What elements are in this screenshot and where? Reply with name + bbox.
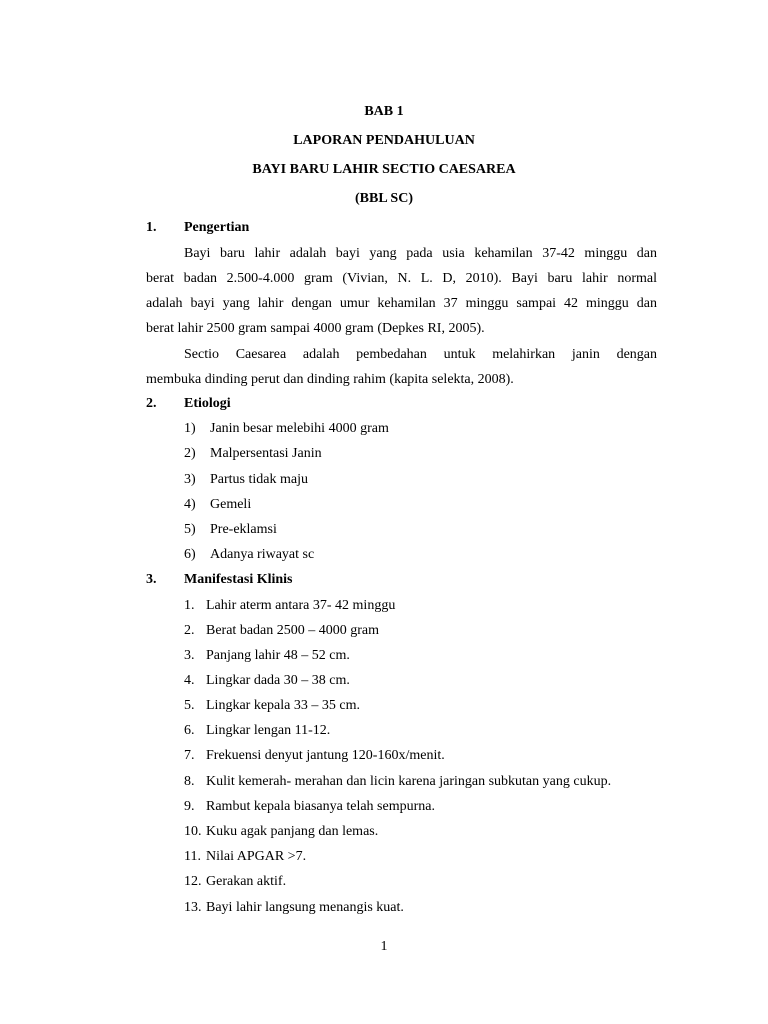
list-marker: 3. bbox=[184, 648, 195, 663]
list-item bbox=[184, 472, 308, 488]
paragraph-definition-bbl bbox=[146, 241, 657, 341]
list-marker: 12. bbox=[184, 874, 202, 889]
list-text: Gemeli bbox=[210, 497, 252, 512]
section-title-etiologi: Etiologi bbox=[184, 396, 231, 411]
list-marker: 6) bbox=[184, 547, 196, 562]
list-text: Lingkar dada 30 – 38 cm. bbox=[206, 673, 350, 688]
section-title-manifestasi-klinis: Manifestasi Klinis bbox=[184, 572, 293, 587]
list-marker: 4. bbox=[184, 673, 195, 688]
list-marker: 11. bbox=[184, 849, 201, 864]
list-marker: 13. bbox=[184, 900, 202, 915]
list-item bbox=[184, 698, 360, 714]
list-marker: 6. bbox=[184, 723, 195, 738]
chapter-heading: BAB 1 bbox=[364, 104, 404, 119]
list-text: Bayi lahir langsung menangis kuat. bbox=[206, 900, 404, 915]
list-marker: 2) bbox=[184, 446, 196, 461]
paragraph-line: Sectio Caesarea adalah pembedahan untuk melahirkan janin dengan bbox=[184, 347, 657, 362]
report-title: LAPORAN PENDAHULUAN bbox=[293, 133, 475, 148]
section-number-3: 3. bbox=[146, 572, 157, 587]
list-marker: 10. bbox=[184, 824, 202, 839]
list-item bbox=[184, 522, 277, 538]
list-item bbox=[184, 497, 251, 513]
paragraph-line: adalah bayi yang lahir dengan umur kehamilan 37 minggu sampai 42 minggu dan bbox=[146, 296, 657, 311]
list-item bbox=[184, 874, 286, 890]
paragraph-line: berat lahir 2500 gram sampai 4000 gram (Depkes RI, 2005). bbox=[146, 321, 485, 336]
list-item bbox=[184, 547, 314, 563]
list-marker: 3) bbox=[184, 472, 196, 487]
list-marker: 7. bbox=[184, 748, 195, 763]
list-item bbox=[184, 774, 611, 790]
list-text: Frekuensi denyut jantung 120-160x/menit. bbox=[206, 748, 445, 763]
list-item bbox=[184, 673, 350, 689]
list-marker: 4) bbox=[184, 497, 196, 512]
list-text: Rambut kepala biasanya telah sempurna. bbox=[206, 799, 435, 814]
paragraph-line: membuka dinding perut dan dinding rahim (kapita selekta, 2008). bbox=[146, 372, 514, 387]
paragraph-definition-sc bbox=[146, 342, 657, 392]
list-marker: 8. bbox=[184, 774, 195, 789]
list-text: Gerakan aktif. bbox=[206, 874, 287, 889]
list-marker: 2. bbox=[184, 623, 195, 638]
list-item bbox=[184, 849, 306, 865]
paragraph-line: Bayi baru lahir adalah bayi yang pada usia kehamilan 37-42 minggu dan bbox=[184, 246, 657, 261]
list-marker: 5) bbox=[184, 522, 196, 537]
list-text: Janin besar melebihi 4000 gram bbox=[210, 421, 389, 436]
list-marker: 9. bbox=[184, 799, 195, 814]
list-item bbox=[184, 748, 445, 764]
list-text: Partus tidak maju bbox=[210, 472, 308, 487]
list-text: Nilai APGAR >7. bbox=[206, 849, 307, 864]
list-text: Lingkar lengan 11-12. bbox=[206, 723, 331, 738]
list-text: Berat badan 2500 – 4000 gram bbox=[206, 623, 380, 638]
topic-title: BAYI BARU LAHIR SECTIO CAESAREA bbox=[252, 162, 516, 177]
list-item bbox=[184, 598, 395, 614]
list-text: Panjang lahir 48 – 52 cm. bbox=[206, 648, 350, 663]
list-item bbox=[184, 446, 322, 462]
paragraph-line: berat badan 2.500-4.000 gram (Vivian, N. L. D, 2010). Bayi baru lahir normal bbox=[146, 271, 657, 286]
section-number-2: 2. bbox=[146, 396, 157, 411]
list-marker: 1. bbox=[184, 598, 195, 613]
list-text: Malpersentasi Janin bbox=[210, 446, 322, 461]
list-item bbox=[184, 623, 379, 639]
list-item bbox=[184, 648, 350, 664]
list-text: Kulit kemerah- merahan dan licin karena jaringan subkutan yang cukup. bbox=[206, 774, 612, 789]
list-marker: 1) bbox=[184, 421, 196, 436]
page-number: 1 bbox=[380, 939, 388, 954]
list-item bbox=[184, 799, 435, 815]
list-item bbox=[184, 421, 389, 437]
section-title-pengertian: Pengertian bbox=[184, 220, 250, 235]
list-text: Adanya riwayat sc bbox=[210, 547, 315, 562]
topic-abbreviation: (BBL SC) bbox=[355, 191, 413, 206]
list-text: Kuku agak panjang dan lemas. bbox=[206, 824, 379, 839]
section-number-1: 1. bbox=[146, 220, 157, 235]
list-item bbox=[184, 824, 378, 840]
list-item bbox=[184, 723, 330, 739]
list-text: Lahir aterm antara 37- 42 minggu bbox=[206, 598, 396, 613]
list-text: Lingkar kepala 33 – 35 cm. bbox=[206, 698, 360, 713]
list-text: Pre-eklamsi bbox=[210, 522, 277, 537]
list-marker: 5. bbox=[184, 698, 195, 713]
list-item bbox=[184, 900, 404, 916]
